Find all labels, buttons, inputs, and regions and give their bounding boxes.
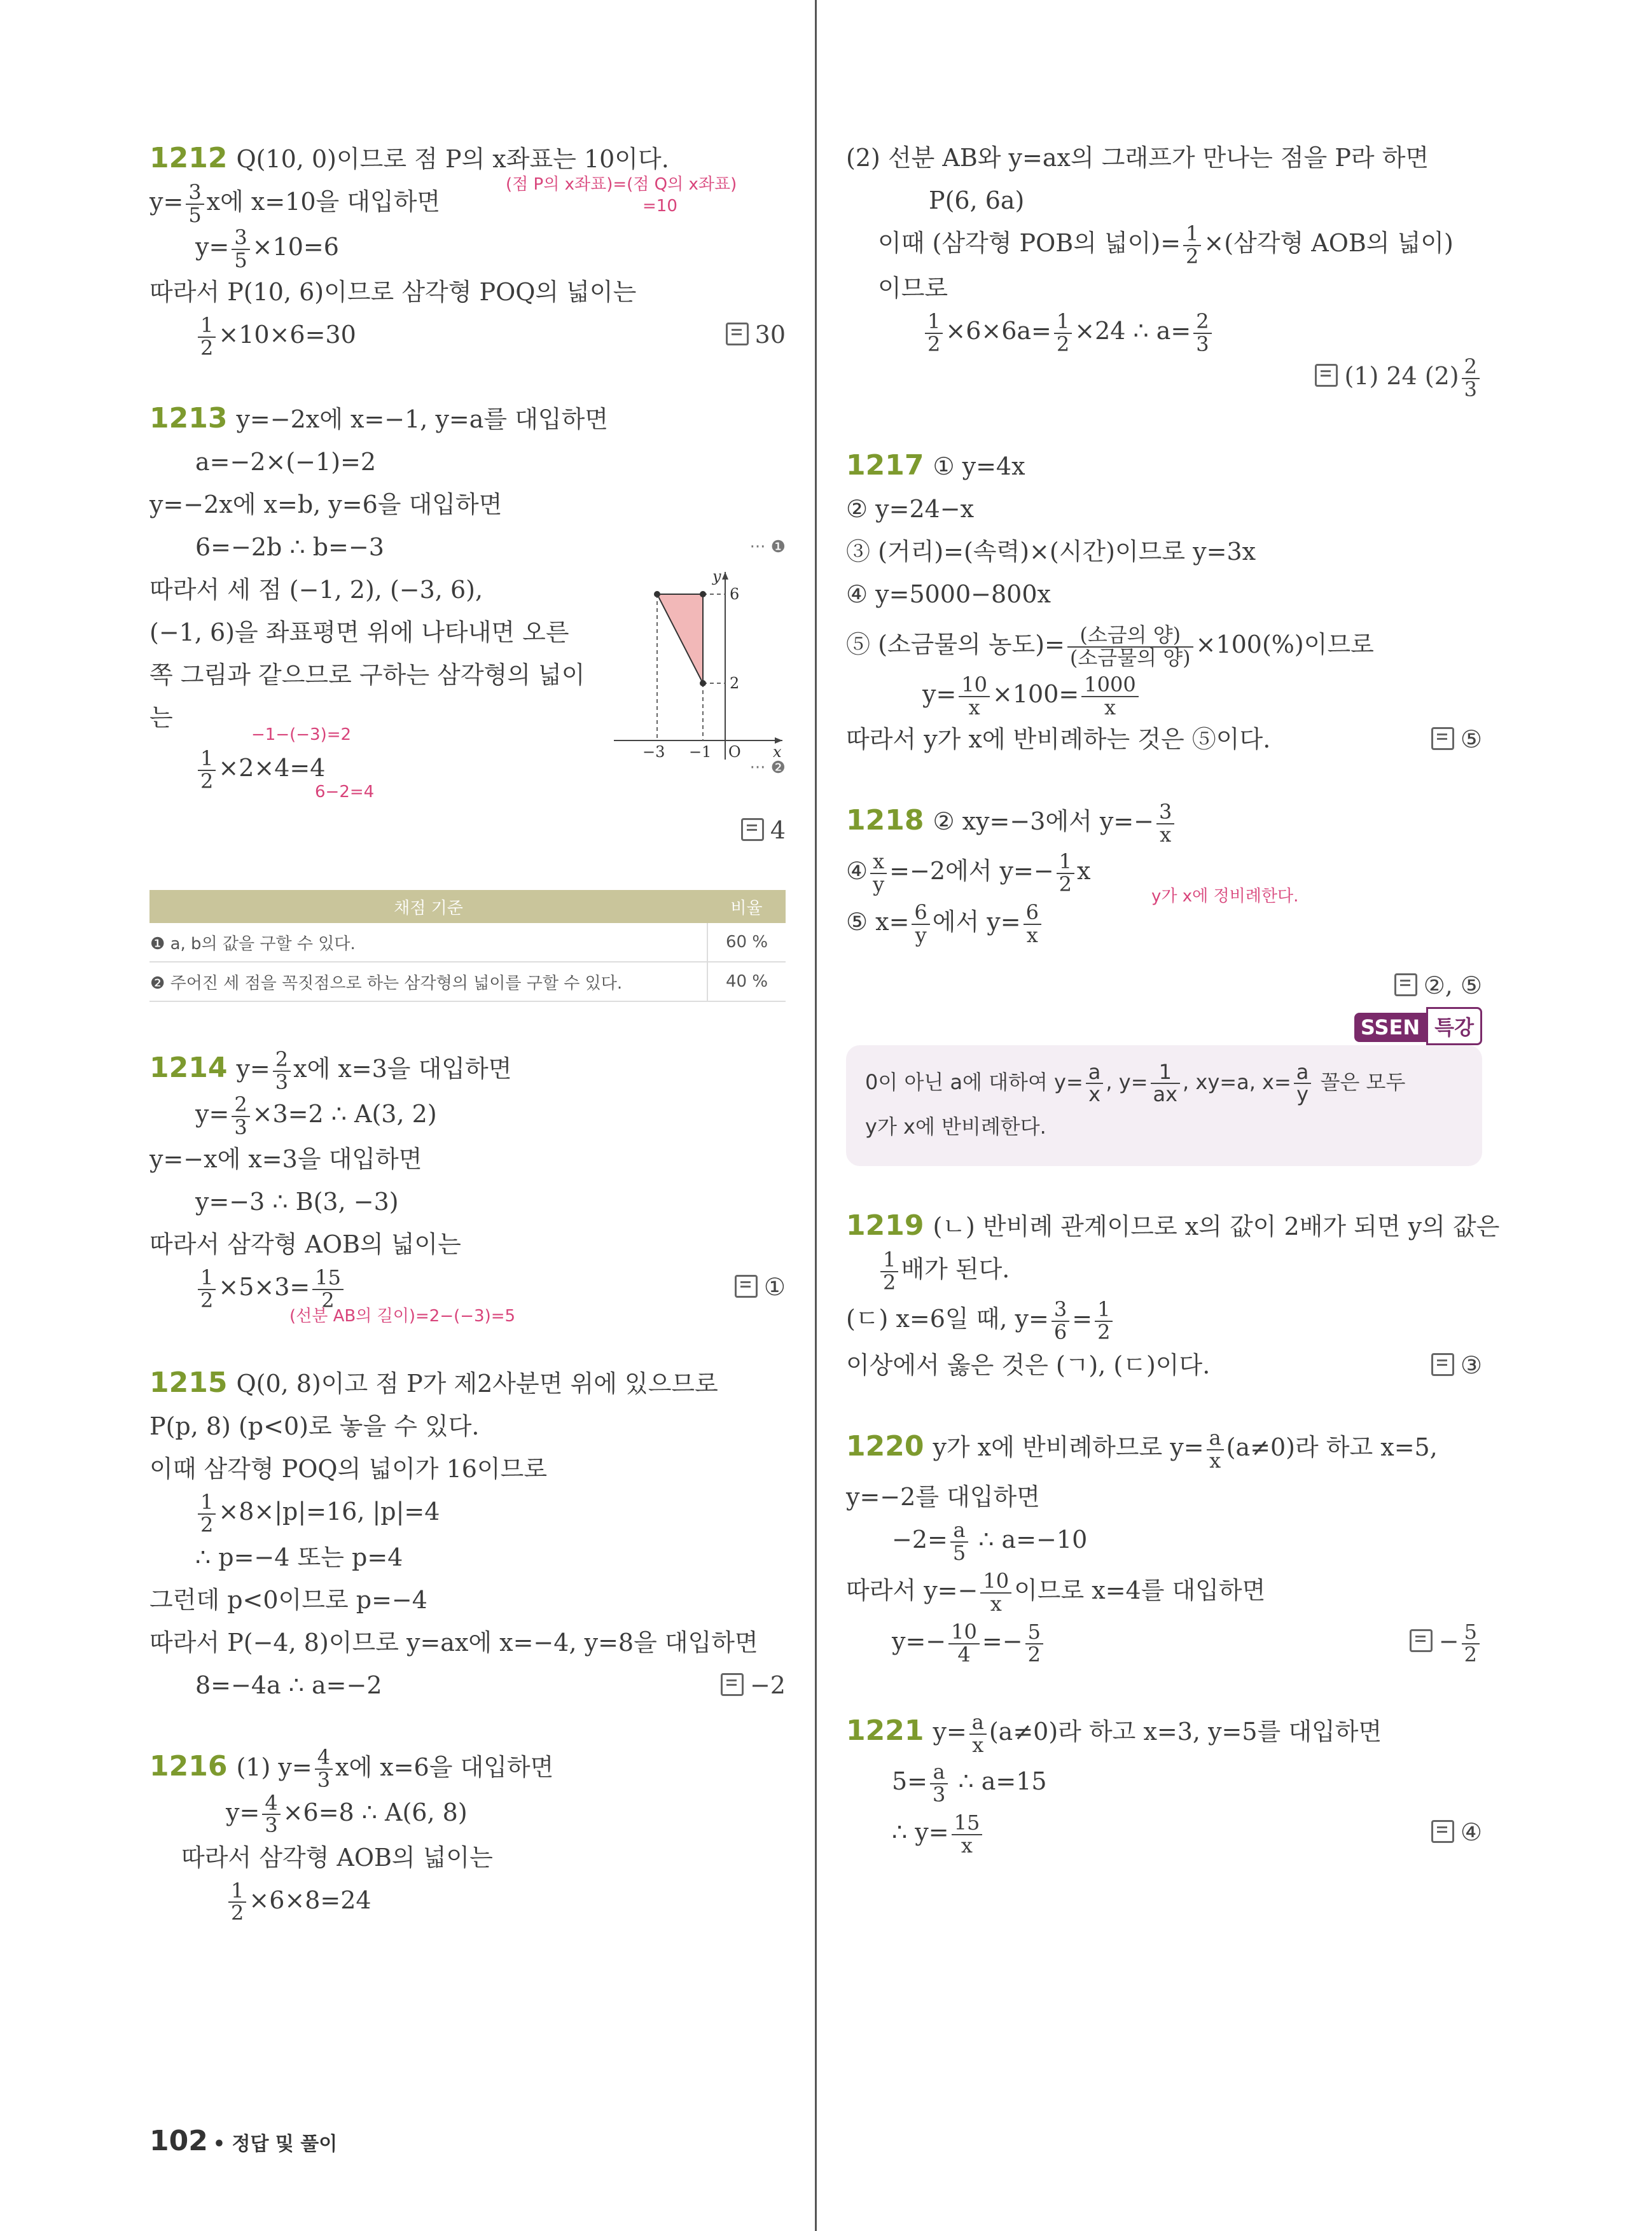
answer-icon	[1394, 973, 1417, 996]
text-line: a=−2×(−1)=2	[195, 448, 377, 476]
text-line: 6=−2b ∴ b=−3	[195, 533, 384, 562]
text-line: y가 x에 반비례한다.	[865, 1114, 1046, 1139]
fraction: $\frac{a}{x}$	[969, 1712, 987, 1756]
text-line: 따라서 세 점 (−1, 2), (−3, 6),	[149, 576, 483, 604]
answer-icon	[1410, 1629, 1433, 1652]
answer-icon	[1431, 1820, 1454, 1843]
fraction: $\frac{10}{x}$	[980, 1571, 1011, 1615]
answer: − $\frac{5}{2}$	[1410, 1620, 1482, 1665]
problem-1219: 1219 (ㄴ) 반비례 관계이므로 x의 값이 2배가 되면 y의 값은 $\frac{1}{2}$ 배가 된다. (ㄷ) x=6일 때, y= $\frac{3}{6}$ = $\frac{1}{2}$ 이상에서 옳은 것은 (ㄱ), (ㄷ)이다. ③	[846, 1204, 1482, 1387]
tick-label: −3	[642, 743, 665, 760]
tick-label: 2	[730, 674, 740, 693]
answer: ②, ⑤	[1394, 964, 1482, 1007]
answer: ④	[1431, 1811, 1482, 1854]
text-line: ② y=24−x	[846, 495, 975, 524]
problem-1217: 1217 ① y=4x ② y=24−x ③ (거리)=(속력)×(시간)이므로 y=3x ④ y=5000−800x ⑤ (소금물의 농도)= $\frac{\text{(소금의 양)}}{\text{(소금물의 양)}}$ ×100(%)이므로 y= $\frac{10}{x}$ ×100= $\frac{1000}{x}$ 따라서 y가 x에 반비례하는 것은 ⑤이다. ⑤	[846, 444, 1482, 761]
footer-label: • 정답 및 풀이	[212, 2133, 338, 2155]
problem-number: 1220	[846, 1430, 924, 1463]
text: x에 x=10을 대입하면	[206, 188, 441, 216]
answer: ①	[735, 1266, 786, 1309]
text-line: 8=−4a ∴ a=−2	[195, 1671, 382, 1699]
annotation-note: y가 x에 정비례한다.	[1151, 887, 1299, 907]
fraction: $\frac{1}{2}$	[198, 1267, 216, 1311]
page-number: 102	[149, 2125, 208, 2157]
problem-1218: 1218 ② xy=−3에서 y=− $\frac{3}{x}$ ④ $\frac{x}{y}$ =−2에서 y=− $\frac{1}{2}$ x y가 x에 정비례한다. ⑤ x= $\frac{6}{y}$ 에서 y= $\frac{6}{x}$ ②, ⑤	[846, 799, 1482, 1007]
text-line: Q(10, 0)이므로 점 P의 x좌표는 10이다.	[236, 145, 669, 173]
text-line: 따라서 P(−4, 8)이므로 y=ax에 x=−4, y=8을 대입하면	[149, 1628, 758, 1657]
annotation-note: −1−(−3)=2	[251, 725, 352, 745]
fraction: $\frac{1}{2}$	[198, 315, 216, 359]
text-line: 따라서 삼각형 AOB의 넓이는	[149, 1230, 461, 1259]
fraction: $\frac{3}{x}$	[1156, 802, 1174, 845]
answer-icon	[721, 1673, 744, 1696]
answer-icon	[1431, 1353, 1454, 1376]
problem-number: 1213	[149, 402, 228, 435]
fraction: $\frac{1}{2}$	[1057, 851, 1074, 895]
fraction: $\frac{3}{6}$	[1052, 1299, 1069, 1343]
text-line: y=−2x에 x=−1, y=a를 대입하면	[236, 405, 609, 434]
fraction: $\frac{1}{2}$	[1054, 311, 1072, 355]
answer-icon	[735, 1275, 758, 1298]
ssen-special-lecture-box: SSEN 특강 0이 아닌 a에 대하여 y= $\frac{a}{x}$ , y= $\frac{1}{ax}$ , xy=a, x= $\frac{a}{y}$ 꼴은 모두 y가 x에 반비례한다.	[846, 1045, 1482, 1166]
answer-icon	[1315, 364, 1338, 387]
text-line: P(6, 6a)	[929, 186, 1025, 214]
fraction: $\frac{10}{x}$	[959, 674, 990, 718]
scoring-mark: ··· ❷	[749, 758, 786, 778]
text: ×10×6=30	[218, 321, 356, 349]
fraction: $\frac{5}{2}$	[1025, 1622, 1043, 1665]
problem-number: 1218	[846, 804, 924, 837]
problem-number: 1216	[149, 1749, 228, 1783]
text-line: 따라서 삼각형 AOB의 넓이는	[181, 1843, 493, 1872]
fraction: $\frac{1}{2}$	[228, 1880, 246, 1924]
right-column	[846, 137, 1500, 1900]
x-axis-label: x	[773, 743, 782, 760]
column-divider	[815, 0, 817, 2231]
fraction: $\frac{2}{3}$	[232, 1094, 249, 1138]
fraction: $\frac{3}{5}$	[186, 182, 204, 226]
fraction: $\frac{10}{4}$	[948, 1622, 980, 1665]
left-column	[149, 137, 786, 1963]
fraction: $\frac{1}{2}$	[198, 1492, 216, 1536]
table-row: ❶ a, b의 값을 구할 수 있다. 60 %	[149, 923, 786, 962]
fraction: $\frac{15}{x}$	[952, 1812, 983, 1856]
fraction: $\frac{a}{y}$	[1294, 1062, 1312, 1106]
fraction: $\frac{2}{3}$	[273, 1049, 291, 1093]
text-line: (−1, 6)을 좌표평면 위에 나타내면 오른	[149, 618, 569, 647]
fraction: $\frac{a}{3}$	[930, 1762, 948, 1805]
triangle-shape	[657, 594, 703, 683]
scoring-criteria-table	[149, 890, 786, 1002]
fraction: $\frac{4}{3}$	[315, 1747, 333, 1791]
answer: ③	[1431, 1344, 1482, 1387]
fraction: $\frac{2}{3}$	[1193, 311, 1211, 355]
table-header: 비율	[707, 890, 786, 923]
scoring-mark: ··· ❶	[749, 538, 786, 557]
text-line: ④ y=5000−800x	[846, 580, 1051, 609]
annotation-note: (선분 AB의 길이)=2−(−3)=5	[289, 1307, 516, 1326]
problem-1215: 1215 Q(0, 8)이고 점 P가 제2사분면 위에 있으므로 P(p, 8) (p<0)로 놓을 수 있다. 이때 삼각형 POQ의 넓이가 16이므로 $\frac{1}{2}$ ×8×|p|=16, |p|=4 ∴ p=−4 또는 p=4 그런데 p<0이므로 p=−4 따라서 P(−4, 8)이므로 y=ax에 x=−4, y=8을 대입하면 8=−4a ∴ a=−2 −2	[149, 1361, 786, 1706]
text-line: 쪽 그림과 같으므로 구하는 삼각형의 넓이	[149, 661, 585, 690]
fraction: $\frac{1}{2}$	[198, 748, 216, 792]
text-line: 이상에서 옳은 것은 (ㄱ), (ㄷ)이다.	[846, 1351, 1211, 1380]
fraction: $\frac{6}{x}$	[1024, 902, 1041, 946]
fraction: $\frac{1}{2}$	[1183, 223, 1201, 267]
text-line: 는	[149, 704, 173, 732]
page-footer	[149, 2125, 337, 2157]
text-line: 이때 삼각형 POQ의 넓이가 16이므로	[149, 1455, 548, 1484]
problem-number: 1221	[846, 1714, 924, 1748]
text: y=	[195, 233, 230, 261]
fraction: $\frac{a}{x}$	[1207, 1428, 1224, 1471]
annotation-note: (점 P의 x좌표)=(점 Q의 x좌표) =10	[506, 175, 737, 216]
y-axis-label: y	[712, 569, 721, 586]
text-line: ∴ p=−4 또는 p=4	[195, 1543, 403, 1571]
fraction: $\frac{\text{(소금의 양)}}{\text{(소금물의 양)}}$	[1067, 625, 1193, 669]
coordinate-graph	[614, 569, 786, 760]
text-line: 따라서 P(10, 6)이므로 삼각형 POQ의 넓이는	[149, 278, 637, 307]
text: ×10=6	[252, 233, 339, 261]
text-line: y=−2를 대입하면	[846, 1483, 1040, 1512]
table-header: 채점 기준	[149, 890, 707, 923]
answer: 4	[741, 809, 786, 852]
text-line: 따라서 y가 x에 반비례하는 것은 ⑤이다.	[846, 725, 1271, 754]
answer-icon	[726, 323, 749, 345]
problem-1216-part2: (2) 선분 AB와 y=ax의 그래프가 만나는 점을 P라 하면 P(6, 6a) 이때 (삼각형 POB의 넓이)= $\frac{1}{2}$ ×(삼각형 AOB의 넓이) 이므로 $\frac{1}{2}$ ×6×6a= $\frac{1}{2}$ ×24 ∴ a= $\frac{2}{3}$ (1) 24 (2) $\frac{2}{3}$	[846, 137, 1482, 406]
fraction: $\frac{1000}{x}$	[1081, 674, 1138, 718]
fraction: $\frac{1}{2}$	[1095, 1299, 1113, 1343]
table-row: ❷ 주어진 세 점을 꼭짓점으로 하는 삼각형의 넓이를 구할 수 있다. 40 %	[149, 962, 786, 1001]
text-line: y=−x에 x=3을 대입하면	[149, 1145, 422, 1174]
origin-label: O	[728, 743, 741, 760]
text-line: ③ (거리)=(속력)×(시간)이므로 y=3x	[846, 538, 1256, 566]
fraction: $\frac{4}{3}$	[262, 1793, 280, 1837]
fraction: $\frac{a}{5}$	[950, 1520, 968, 1564]
problem-number: 1217	[846, 449, 924, 482]
fraction: $\frac{15}{2}$	[312, 1267, 344, 1311]
fraction: $\frac{x}{y}$	[870, 851, 887, 895]
text-line: P(p, 8) (p<0)로 놓을 수 있다.	[149, 1412, 480, 1441]
answer: ⑤	[1431, 718, 1482, 761]
problem-number: 1219	[846, 1209, 924, 1242]
text-line: (2) 선분 AB와 y=ax의 그래프가 만나는 점을 P라 하면	[846, 144, 1429, 172]
problem-number: 1214	[149, 1052, 228, 1085]
text-line: y=−2x에 x=b, y=6을 대입하면	[149, 490, 503, 519]
fraction: $\frac{3}{5}$	[232, 227, 249, 271]
problem-1212	[149, 137, 786, 359]
text-line: y=−3 ∴ B(3, −3)	[195, 1188, 399, 1216]
tick-label: 6	[730, 585, 740, 604]
text-line: 그런데 p<0이므로 p=−4	[149, 1585, 427, 1614]
problem-number: 1212	[149, 142, 228, 174]
fraction: $\frac{1}{2}$	[925, 311, 943, 355]
text-line: 이므로	[878, 274, 948, 303]
answer: −2	[721, 1664, 786, 1707]
fraction: $\frac{1}{2}$	[880, 1249, 898, 1293]
answer-icon	[741, 818, 764, 841]
annotation-note: 6−2=4	[315, 782, 375, 802]
problem-1214: 1214 y= $\frac{2}{3}$ x에 x=3을 대입하면 y= $\frac{2}{3}$ ×3=2 ∴ A(3, 2) y=−x에 x=3을 대입하면 y=−3 ∴ B(3, −3) 따라서 삼각형 AOB의 넓이는 $\frac{1}{2}$ ×5×3= $\frac{15}{2}$ (선분 AB의 길이)=2−(−3)=5 ①	[149, 1047, 786, 1326]
text: ×2×4=4	[218, 754, 326, 782]
answer-icon	[1431, 727, 1454, 750]
fraction: $\frac{1}{ax}$	[1151, 1062, 1181, 1106]
problem-1216-part1: 1216 (1) y= $\frac{4}{3}$ x에 x=6을 대입하면 y= $\frac{4}{3}$ ×6=8 ∴ A(6, 8) 따라서 삼각형 AOB의 넓이는 $\frac{1}{2}$ ×6×8=24	[149, 1745, 554, 1926]
answer: (1) 24 (2) $\frac{2}{3}$	[1315, 355, 1482, 400]
tick-label: −1	[689, 743, 712, 760]
problem-1221: 1221 y= $\frac{a}{x}$ (a≠0)라 하고 x=3, y=5를 대입하면 5= $\frac{a}{3}$ ∴ a=15 ∴ y= $\frac{15}{x}$ ④	[846, 1710, 1482, 1858]
fraction: $\frac{a}{x}$	[1086, 1062, 1104, 1106]
problem-number: 1215	[149, 1366, 228, 1400]
fraction: $\frac{6}{y}$	[912, 902, 929, 946]
problem-1220: 1220 y가 x에 반비례하므로 y= $\frac{a}{x}$ (a≠0)라 하고 x=5, y=−2를 대입하면 −2= $\frac{a}{5}$ ∴ a=−10 따라서 y=− $\frac{10}{x}$ 이므로 x=4를 대입하면 y=− $\frac{10}{4}$ =− $\frac{5}{2}$ − $\frac{5}{2}$	[846, 1425, 1482, 1671]
ssen-tag: SSEN 특강	[1354, 1007, 1482, 1045]
answer: 30	[726, 314, 786, 356]
problem-1213	[149, 397, 786, 852]
text: y=	[149, 188, 184, 216]
